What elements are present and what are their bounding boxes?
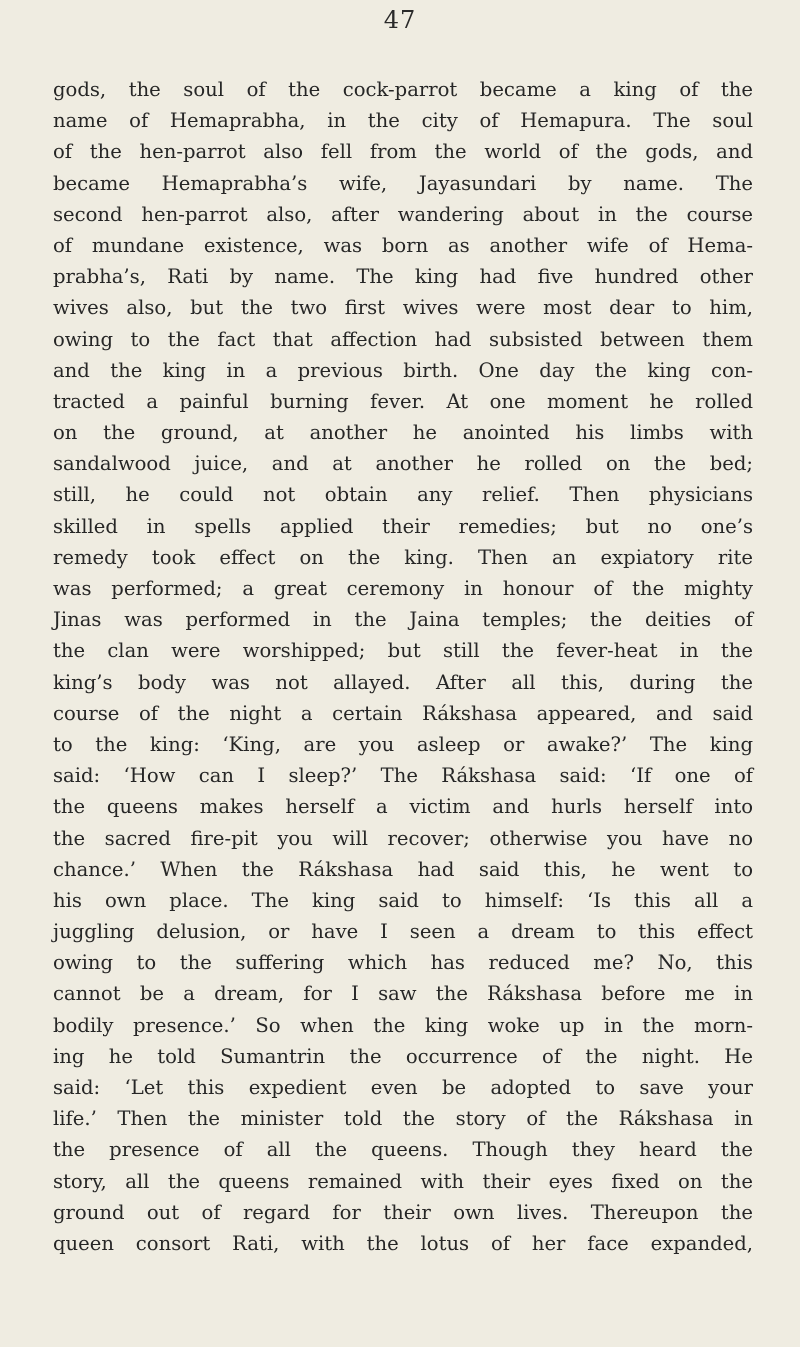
text-line: still, he could not obtain any relief. Then physicians	[53, 483, 753, 507]
text-line: his own place. The king said to himself: ‘Is this all a	[53, 888, 753, 912]
text-line: queen consort Rati, with the lotus of her face expanded,	[53, 1231, 753, 1255]
text-line: on the ground, at another he anointed his limbs with	[53, 421, 753, 445]
text-line: the queens makes herself a victim and hurls herself into	[53, 795, 753, 819]
text-line: owing to the fact that affection had subsisted between them	[53, 327, 753, 351]
text-line: ing he told Sumantrin the occurrence of the night. He	[53, 1044, 753, 1068]
text-line: name of Hemaprabha, in the city of Hemapura. The soul	[53, 109, 753, 133]
text-line: owing to the suffering which has reduced me? No, this	[53, 951, 753, 975]
text-line: wives also, but the two first wives were most dear to him,	[53, 296, 753, 320]
text-line: course of the night a certain Rákshasa appeared, and said	[53, 701, 753, 725]
text-line: and the king in a previous birth. One day the king con-	[53, 358, 753, 382]
text-line: the clan were worshipped; but still the fever-heat in the	[53, 639, 753, 663]
text-line: skilled in spells applied their remedies; but no one’s	[53, 514, 753, 538]
text-line: Jinas was performed in the Jaina temples; the deities of	[53, 608, 753, 632]
text-line: sandalwood juice, and at another he rolled on the bed;	[53, 452, 753, 476]
text-line: life.’ Then the minister told the story of the Rákshasa in	[53, 1107, 753, 1131]
text-line: of mundane existence, was born as another wife of Hema-	[53, 233, 753, 257]
body-text	[53, 74, 753, 1259]
text-line: second hen-parrot also, after wandering about in the course	[53, 202, 753, 226]
text-line: said: ‘Let this expedient even be adopted to save your	[53, 1076, 753, 1099]
text-line: of the hen-parrot also fell from the world of the gods, and	[53, 140, 753, 164]
text-line: bodily presence.’ So when the king woke up in the morn-	[53, 1013, 753, 1037]
text-line: juggling delusion, or have I seen a dream to this effect	[53, 920, 753, 944]
text-line: remedy took effect on the king. Then an expiatory rite	[53, 545, 753, 569]
text-line: tracted a painful burning fever. At one moment he rolled	[53, 389, 753, 413]
text-line: the presence of all the queens. Though they heard the	[53, 1138, 753, 1162]
text-line: became Hemaprabha’s wife, Jayasundari by name. The	[53, 171, 753, 195]
text-line: chance.’ When the Rákshasa had said this, he went to	[53, 857, 753, 881]
page-number: 47	[383, 6, 417, 34]
text-line: was performed; a great ceremony in honour of the mighty	[53, 577, 753, 600]
text-line: king’s body was not allayed. After all this, during the	[53, 670, 753, 694]
text-line: said: ‘How can I sleep?’ The Rákshasa said: ‘If one of	[53, 764, 753, 788]
text-line: the sacred fire-pit you will recover; otherwise you have no	[53, 826, 753, 850]
text-line: prabha’s, Rati by name. The king had five hundred other	[53, 265, 753, 289]
text-line: cannot be a dream, for I saw the Rákshasa before me in	[53, 982, 753, 1006]
text-line: gods, the soul of the cock-parrot became a king of the	[53, 78, 753, 101]
text-line: ground out of regard for their own lives. Thereupon the	[53, 1200, 753, 1224]
text-line: to the king: ‘King, are you asleep or awake?’ The king	[53, 732, 753, 756]
text-line: story, all the queens remained with their eyes fixed on the	[53, 1169, 753, 1193]
